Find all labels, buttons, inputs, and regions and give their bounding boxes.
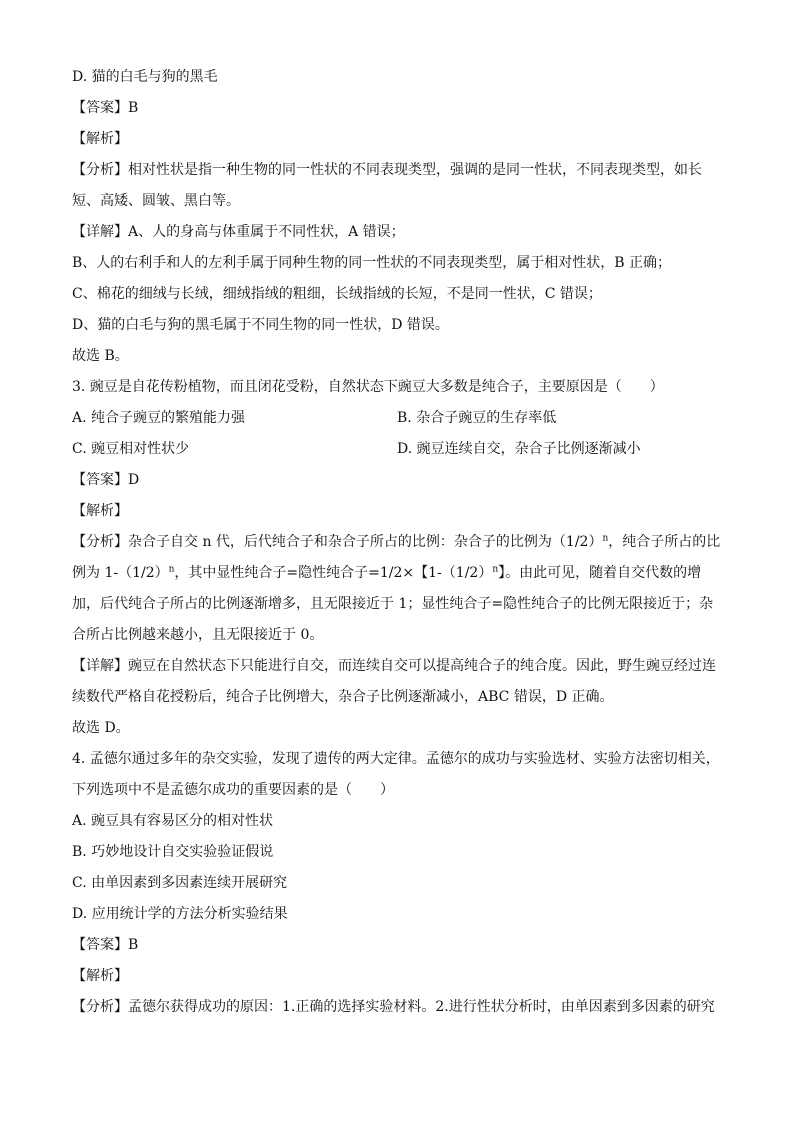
q3-conclusion: 故选 D。: [72, 720, 130, 736]
q2-answer: 【答案】B: [72, 100, 139, 116]
q3-detail: 【详解】豌豆在自然状态下只能进行自交，而连续自交可以提高纯合子的纯合度。因此，野生豌豆经过连续数代严格自花授粉后，纯合子比例增大，杂合子比例逐渐减小，ABC 错误，D 正确。: [72, 658, 716, 705]
q3-fenxi-exponent-1: n: [602, 533, 609, 544]
q4-analysis-fenxi: 【分析】孟德尔获得成功的原因：1.正确的选择实验材料。2.进行性状分析时，由单因素到多因素的研究: [72, 999, 715, 1015]
q3-fenxi-part-3: ，其中显性纯合子=隐性纯合子=1/2×【1-（1/2）: [174, 565, 493, 581]
q4-option-a: A. 豌豆具有容易区分的相对性状: [72, 813, 274, 829]
q3-options-row-2: [72, 434, 722, 465]
q3-options-row-1: [72, 403, 722, 434]
q2-detail-b: B、人的右利手和人的左利手属于同种生物的同一性状的不同表现类型，属于相对性状，B 正确；: [72, 255, 672, 271]
q3-analysis-title: 【解析】: [72, 503, 128, 519]
q2-conclusion: 故选 B。: [72, 348, 129, 364]
document-page: [72, 62, 722, 1023]
q4-option-b: B. 巧妙地设计自交实验验证假说: [72, 844, 274, 860]
q2-detail-c: C、棉花的细绒与长绒，细绒指绒的粗细，长绒指绒的长短，不是同一性状，C 错误；: [72, 286, 602, 302]
q2-analysis-fenxi: 【分析】相对性状是指一种生物的同一性状的不同表现类型，强调的是同一性状，不同表现类型，如长短、高矮、圆皱、黑白等。: [72, 162, 702, 209]
q4-answer: 【答案】B: [72, 937, 139, 953]
q3-fenxi-exponent-3: n: [492, 564, 499, 575]
q2-option-d: D. 猫的白毛与狗的黑毛: [72, 69, 218, 85]
q3-option-b: B. 杂合子豌豆的生存率低: [397, 410, 557, 426]
q3-analysis-fenxi: [72, 527, 722, 651]
q3-answer: 【答案】D: [72, 472, 140, 488]
q3-option-a: A. 纯合子豌豆的繁殖能力强: [72, 410, 246, 426]
q3-option-c: C. 豌豆相对性状少: [72, 441, 190, 457]
q4-analysis-title: 【解析】: [72, 968, 128, 984]
q3-option-d: D. 豌豆连续自交，杂合子比例逐渐减小: [397, 441, 641, 457]
q4-option-d: D. 应用统计学的方法分析实验结果: [72, 906, 288, 922]
q3-fenxi-exponent-2: n: [168, 564, 175, 575]
q3-fenxi-part-4: 】。由此可见，随着自交代数的增加，后代纯合子所占的比例逐渐增多，且无限接近于 1；显性纯合子=隐性纯合子的比例无限接近于；杂合所占比例越来越小，且无限接近于 0。: [72, 565, 714, 643]
q2-detail-d: D、猫的白毛与狗的黑毛属于不同生物的同一性状，D 错误。: [72, 317, 449, 333]
q2-detail-a: 【详解】A、人的身高与体重属于不同性状，A 错误；: [72, 224, 405, 240]
q3-stem: 3. 豌豆是自花传粉植物，而且闭花受粉，自然状态下豌豆大多数是纯合子，主要原因是（ ）: [72, 379, 664, 395]
q2-analysis-title: 【解析】: [72, 131, 128, 147]
q3-fenxi-part-2: ，纯合子所占的比例为 1-（1/2）: [72, 534, 721, 581]
q3-fenxi-part-1: 【分析】杂合子自交 n 代，后代纯合子和杂合子所占的比例：杂合子的比例为（1/2）: [72, 534, 603, 550]
q4-option-c: C. 由单因素到多因素连续开展研究: [72, 875, 288, 891]
q4-stem: 4. 孟德尔通过多年的杂交实验，发现了遗传的两大定律。孟德尔的成功与实验选材、实验方法密切相关，下列选项中不是孟德尔成功的重要因素的是（ ）: [72, 751, 720, 798]
